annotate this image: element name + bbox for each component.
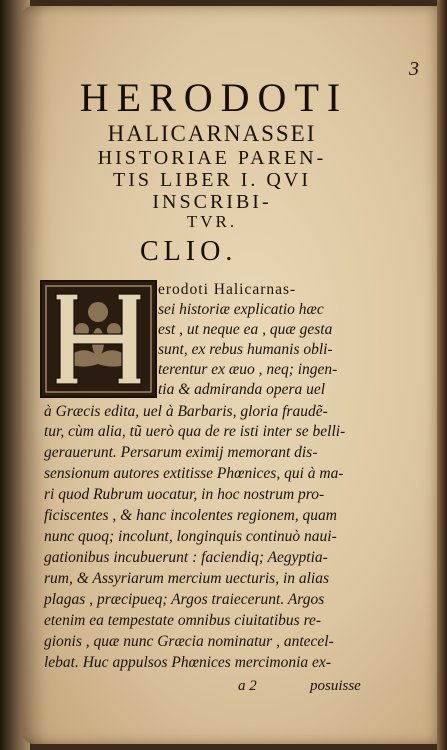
section-heading: CLIO. bbox=[140, 236, 238, 267]
body-line-3: est , ut neque ea , quæ gesta bbox=[158, 321, 333, 338]
body-line-7: à Græcis edita, uel à Barbaris, gloria fraudẽ- bbox=[44, 403, 328, 420]
body-line-19: lebat. Huc appulsos Phœnices mercimonia ex- bbox=[44, 654, 331, 671]
body-line-5: terentur ex æuo , neq; ingen- bbox=[158, 361, 338, 378]
title-line-5: TVR. bbox=[186, 212, 238, 231]
body-line-18: gionis , quæ nunc Græcia nominatur , antecel- bbox=[44, 633, 334, 650]
body-line-4: sunt, ex rebus humanis obli- bbox=[158, 341, 333, 358]
body-line-8: tur, cùm alia, tũ uerò qua de re isti inter se belli- bbox=[44, 423, 346, 440]
body-line-17: etenim ea tempestate omnibus ciuitatibus re- bbox=[44, 612, 322, 629]
catchword: posuisse bbox=[310, 678, 361, 694]
body-line-2: sei historiæ explicatio hæc bbox=[158, 301, 324, 318]
title-line-1: HALICARNASSEI bbox=[107, 121, 317, 146]
body-line-12: ficiscentes , & hanc incolentes regionem, quam bbox=[44, 507, 337, 524]
body-line-14: gationibus incubuerunt : faciendiq; Aegyptia- bbox=[44, 549, 328, 566]
body-line-10: sensionum autores extitisse Phœnices, qui à ma- bbox=[44, 465, 344, 482]
title-line-3: TIS LIBER I. QVI bbox=[113, 169, 311, 191]
ornamental-initial-icon bbox=[42, 282, 155, 396]
body-line-13: nunc quoq; incolunt, longinquis continuò naui- bbox=[44, 528, 337, 545]
body-line-16: plagas , præcipueq; Argos traiecerunt. Argos bbox=[44, 591, 325, 608]
body-line-9: gerauerunt. Persarum eximij memorant dis- bbox=[44, 444, 318, 461]
body-line-1: erodoti Halicarnas- bbox=[158, 281, 297, 298]
body-line-6: tia & admiranda opera uel bbox=[158, 381, 326, 398]
decorated-initial bbox=[40, 280, 157, 398]
title-line-2: HISTORIAE PAREN- bbox=[97, 147, 327, 169]
title-main: HERODOTI bbox=[79, 75, 349, 120]
title-line-4: INSCRIBI- bbox=[152, 191, 272, 213]
book-edge bbox=[437, 0, 447, 750]
signature-mark: a 2 bbox=[238, 678, 257, 694]
body-line-15: rum, & Assyriarum mercium uecturis, in alias bbox=[44, 570, 330, 587]
body-line-11: ri quod Rubrum uocatur, in hoc nostrum pro- bbox=[44, 486, 325, 503]
page-number: 3 bbox=[409, 58, 419, 80]
